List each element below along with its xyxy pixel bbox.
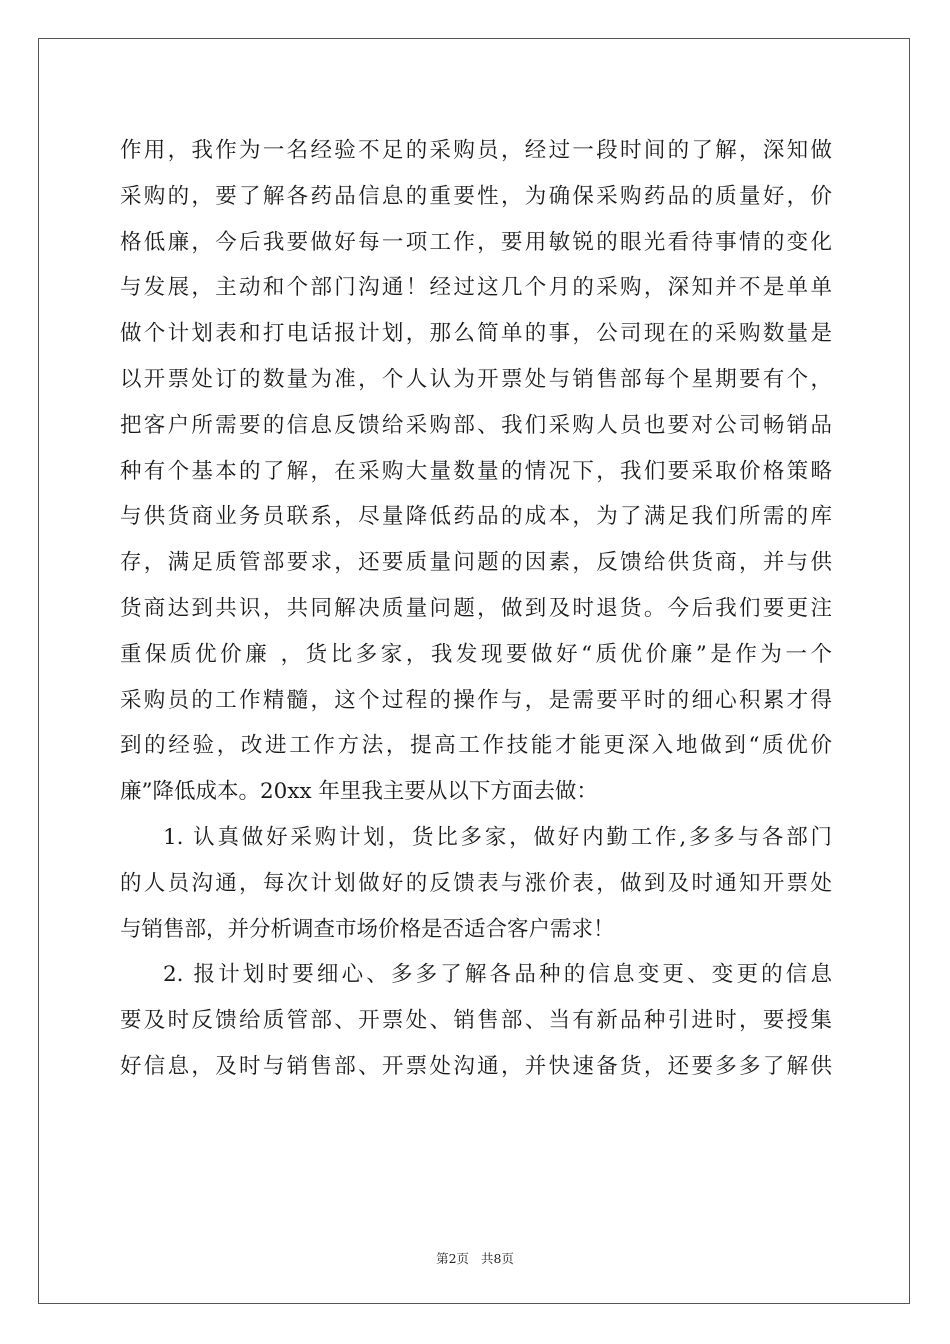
list-item-2-line: 2. 报计划时要细心、多多了解各品种的信息变更、变更的信息 — [163, 962, 832, 988]
text-line: 把客户所需要的信息反馈给采购部、我们采购人员也要对公司畅销品 — [120, 412, 832, 438]
text-line: 存，满足质管部要求，还要质量问题的因素，反馈给供货商，并与供 — [120, 550, 832, 576]
text-line: 好信息，及时与销售部、开票处沟通，并快速备货，还要多多了解供 — [120, 1053, 832, 1079]
list-item-1-line: 1. 认真做好采购计划，货比多家，做好内勤工作,多多与各部门 — [163, 824, 832, 850]
text-line: 以开票处订的数量为准，个人认为开票处与销售部每个星期要有个， — [120, 366, 832, 392]
text-line: 与供货商业务员联系，尽量降低药品的成本，为了满足我们所需的库 — [120, 504, 832, 530]
page-number-footer: 第2页 共8页 — [436, 1251, 514, 1266]
text-line: 做个计划表和打电话报计划，那么简单的事，公司现在的采购数量是 — [120, 321, 832, 347]
text-line: 采购员的工作精髓，这个过程的操作与，是需要平时的细心积累才得 — [120, 687, 832, 713]
text-line: 廉”降低成本。20xx 年里我主要从以下方面去做： — [120, 779, 598, 805]
text-line: 到的经验，改进工作方法，提高工作技能才能更深入地做到“质优价 — [120, 733, 832, 759]
text-line: 的人员沟通，每次计划做好的反馈表与涨价表，做到及时通知开票处 — [120, 870, 832, 896]
text-line: 货商达到共识，共同解决质量问题，做到及时退货。今后我们要更注 — [120, 595, 832, 621]
text-line: 重保质优价廉 ，货比多家，我发现要做好“质优价廉”是作为一个 — [120, 641, 832, 667]
text-line: 与销售部，并分析调查市场价格是否适合客户需求！ — [120, 916, 615, 942]
text-line: 采购的，要了解各药品信息的重要性，为确保采购药品的质量好，价 — [120, 183, 832, 209]
text-line: 格低廉，今后我要做好每一项工作，要用敏锐的眼光看待事情的变化 — [120, 229, 832, 255]
text-line: 要及时反馈给质管部、开票处、销售部、当有新品种引进时，要授集 — [120, 1008, 832, 1034]
text-line: 与发展，主动和个部门沟通！经过这几个月的采购，深知并不是单单 — [120, 275, 832, 301]
text-line: 作用，我作为一名经验不足的采购员，经过一段时间的了解，深知做 — [120, 138, 832, 163]
text-line: 种有个基本的了解，在采购大量数量的情况下，我们要采取价格策略 — [120, 458, 832, 484]
document-body — [120, 128, 832, 1090]
